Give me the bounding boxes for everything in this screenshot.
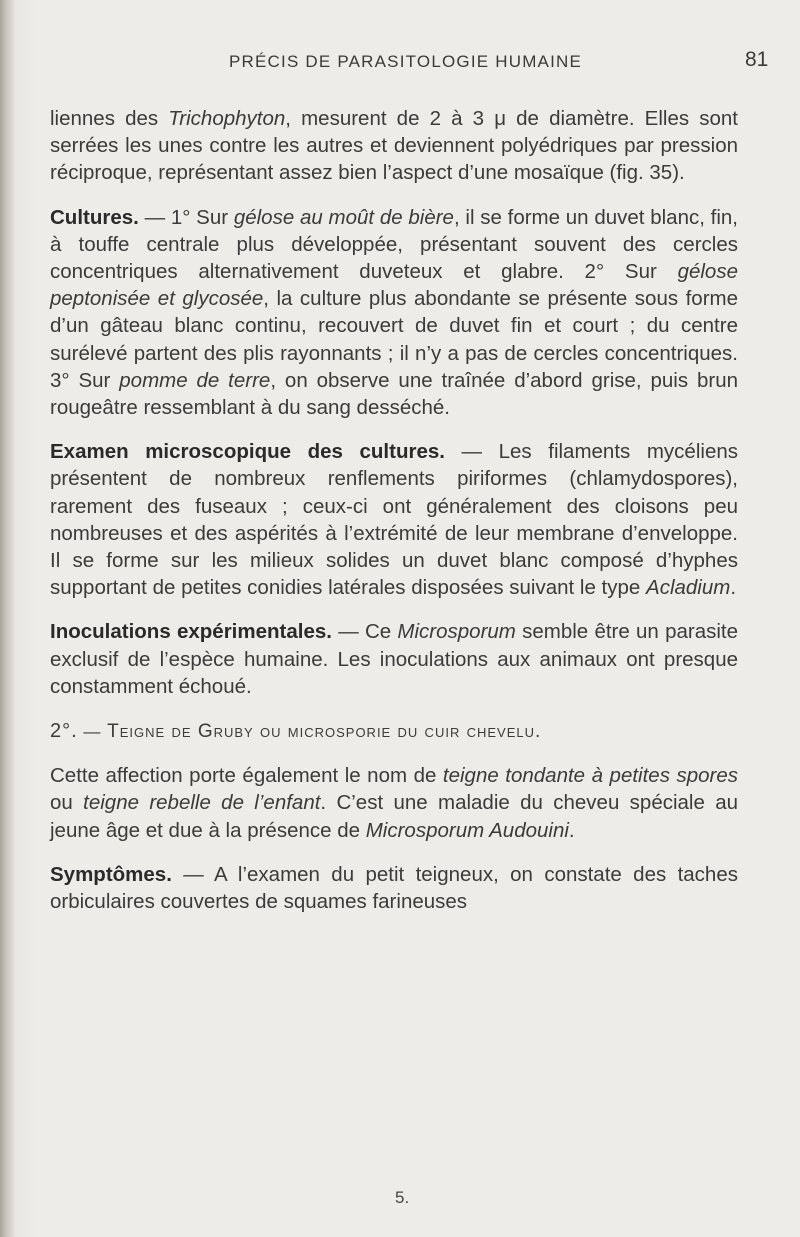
text-run: — 1° Sur — [138, 205, 234, 229]
text-run: — A l’examen du petit teigneux, on constate des taches orbiculaires couvertes de squames farineuses — [50, 862, 738, 914]
text-run: — Les filaments mycéliens présentent de nombreux renflements piriformes (chlamydospores), rarement des fuseaux ; ceux-ci ont généralement des cloisons peu nombreuses et des aspérités à l’extrémité de leur membrane d’enveloppe. Il se forme sur les milieux solides un duvet blanc composé d’hyphes supportant de petites conidies latérales disposées suivant le type — [50, 440, 738, 600]
paragraph-trichophyton-spores — [50, 105, 738, 187]
text-run: , on observe une traînée d’abord grise, puis brun rougeâtre ressemblant à du sang desséché. — [50, 368, 738, 420]
page-body — [50, 105, 738, 915]
text-run: semble être un parasite exclusif de l’espèce humaine. Les inoculations aux animaux ont presque constamment échoué. — [50, 620, 738, 698]
paragraph-affection — [50, 762, 738, 844]
text-run: , il se forme un duvet blanc, fin, à touffe centrale plus développée, présentant souvent des cercles concentriques alternativement duveteux et glabre. 2° Sur — [50, 205, 738, 284]
italic-run: Acladium — [646, 576, 731, 600]
section-heading-cultures: Cultures. — [50, 205, 139, 229]
subsection-number: 2°. — [50, 720, 78, 743]
italic-run: Microsporum Audouini — [365, 818, 569, 842]
paragraph-symptomes — [50, 861, 738, 915]
subsection-title-text: Teigne de Gruby ou microsporie du cuir chevelu. — [107, 721, 542, 743]
signature-mark: 5. — [395, 1188, 410, 1207]
text-run: . — [568, 818, 575, 842]
text-run: — Ce — [331, 620, 398, 644]
italic-run: gélose peptonisée et glycosée — [50, 260, 738, 311]
section-heading-symptomes: Symptômes. — [50, 862, 172, 886]
italic-run: gélose au moût de bière — [233, 205, 454, 229]
section-heading-examen: Examen microscopique des cultures. — [50, 440, 445, 464]
italic-run: Trichophyton — [168, 107, 286, 130]
text-run: . — [730, 576, 737, 600]
page-number: 81 — [745, 48, 769, 71]
paragraph-examen-microscopique — [50, 438, 738, 601]
text-run: liennes des — [50, 107, 169, 130]
section-heading-inoculations: Inoculations expérimentales. — [50, 620, 332, 644]
text-run: , la culture plus abondante se présente sous forme d’un gâteau blanc continu, recouvert de duvet fin et court ; du centre surélevé partent des plis rayonnants ; il n’y a pas de cercles concentriques. 3° Sur — [50, 287, 738, 392]
subsection-title-teigne-gruby — [50, 718, 738, 745]
text-run: , mesurent de 2 à 3 μ de diamètre. Elles sont serrées les unes contre les autres et deviennent polyédriques par pression réciproque, représentant assez bien l’aspect d’une mosaïque (fig. 35). — [50, 107, 738, 185]
text-run: — — [77, 722, 108, 742]
running-title: PRÉCIS DE PARASITOLOGIE HUMAINE — [229, 52, 583, 71]
text-run: Cette affection porte également le nom de — [50, 764, 443, 788]
italic-run: teigne rebelle de l’enfant — [83, 791, 321, 815]
paragraph-inoculations — [50, 618, 738, 700]
text-run: ou — [50, 791, 84, 815]
italic-run: pomme de terre — [119, 368, 271, 392]
italic-run: teigne tondante à petites spores — [442, 764, 738, 788]
paragraph-cultures — [50, 204, 738, 422]
text-run: . C’est une maladie du cheveu spéciale au jeune âge et due à la présence de — [50, 791, 739, 842]
italic-run: Microsporum — [397, 620, 516, 644]
book-spine-shadow — [0, 0, 16, 1237]
